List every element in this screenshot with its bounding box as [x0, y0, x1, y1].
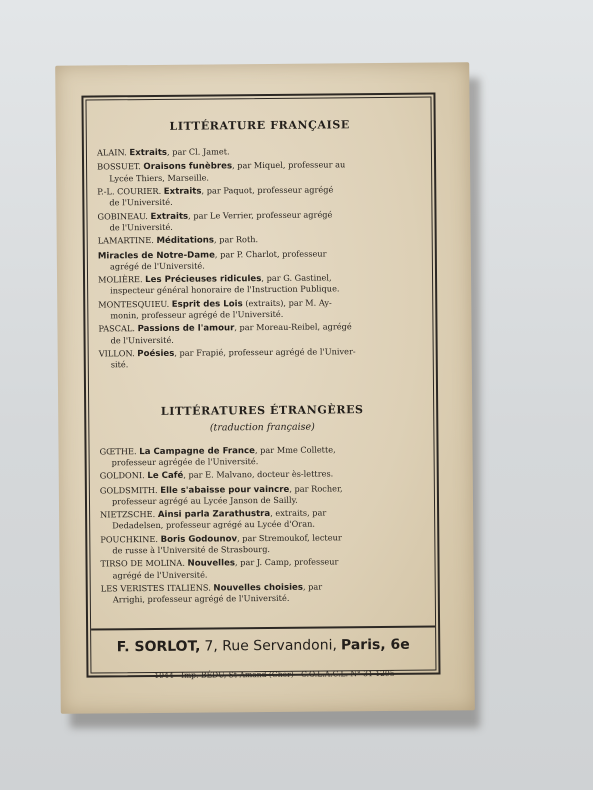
entry-author: P.-L. COURIER. — [97, 185, 162, 197]
entry-title: Ainsi parla Zarathustra — [157, 509, 271, 521]
entry-author: GOLDONI. — [99, 470, 145, 481]
entry-author: PASCAL. — [98, 323, 136, 334]
entry-author: GOBINEAU. — [97, 210, 148, 222]
catalog-entry — [98, 321, 424, 345]
publisher-address: 7, Rue Servandoni, — [204, 637, 338, 655]
entry-title: Les Précieuses ridicules — [145, 274, 262, 286]
entry-rest: , par Frapié, professeur agrégé de l'Univer- — [174, 346, 356, 358]
entry-continuation: professeur agrégée de l'Université. — [111, 455, 259, 468]
cover-frame — [81, 93, 440, 678]
entry-continuation: de russe à l'Université de Strasbourg. — [112, 543, 271, 556]
catalog-entry — [97, 159, 423, 183]
publisher-name: F. SORLOT, — [116, 638, 201, 656]
entry-continuation: Dedadelsen, professeur agrégé au Lycée d'Oran. — [112, 518, 315, 531]
entry-continuation: professeur agrégé au Lycée Janson de Sailly. — [111, 494, 298, 507]
entry-rest: , par Moreau-Reibel, agrégé — [234, 321, 352, 333]
entry-continuation: monin, professeur agrégé de l'Université. — [110, 308, 284, 321]
entry-title: Elle s'abaisse pour vaincre — [160, 484, 290, 496]
entry-continuation: de l'Université. — [109, 221, 173, 233]
entry-title: Extraits — [150, 211, 189, 222]
section-subtitle-etrangeres: (traduction française) — [209, 421, 315, 434]
printer-imprint: 1944 - Imp. BÉDU, St-Amand (Cher) - C.O.L.A.C.L. N° 31 1295 — [154, 668, 395, 680]
section-title-francaise: LITTÉRATURE FRANÇAISE — [169, 118, 350, 133]
entry-title: Extraits — [129, 147, 168, 159]
catalog-entry — [98, 272, 424, 296]
entry-author: GOLDSMITH. — [99, 484, 158, 495]
entry-rest: , par J. Camp, professeur — [234, 556, 339, 568]
entry-author: LES VERISTES ITALIENS. — [100, 582, 211, 594]
entry-continuation: agrégé de l'Université. — [112, 569, 208, 580]
catalog-entry — [98, 247, 424, 271]
entry-continuation: agrégé de l'Université. — [109, 260, 205, 272]
cover-frame-inner — [85, 97, 436, 674]
entry-rest: , par G. Gastinel, — [261, 272, 332, 284]
entry-title: Oraisons funèbres — [143, 161, 233, 173]
entry-rest: , par Cl. Jamet. — [166, 146, 230, 157]
catalog-entry — [97, 145, 423, 159]
entry-rest: , par Stremoukof, lecteur — [237, 532, 342, 543]
entry-continuation: sité. — [110, 359, 129, 370]
catalog-entry — [100, 507, 426, 531]
entry-continuation: de l'Université. — [110, 334, 174, 345]
entry-title: La Campagne de France — [139, 445, 255, 457]
entry-rest: , par Roth. — [213, 234, 259, 245]
entry-title: Esprit des Lois — [171, 298, 243, 310]
entry-author: GŒTHE. — [99, 445, 137, 456]
entries-etrangeres — [99, 443, 426, 605]
entry-author: POUCHKINE. — [100, 533, 158, 545]
entry-rest: (extraits), par M. Ay- — [242, 297, 332, 308]
entry-continuation: de l'Université. — [109, 196, 173, 208]
entry-title: Nouvelles choisies — [213, 582, 304, 594]
entry-author: VILLON. — [98, 348, 135, 359]
entry-rest: , par Rocher, — [289, 482, 343, 494]
entry-rest: , par Le Verrier, professeur agrégé — [188, 208, 333, 221]
entry-author: BOSSUET. — [97, 161, 141, 172]
entry-rest: , par Miquel, professeur au — [231, 159, 346, 171]
catalog-entry — [98, 296, 424, 320]
entry-continuation: Arrighi, professeur agrégé de l'Université. — [112, 592, 290, 605]
entry-title: Passions de l'amour — [137, 323, 235, 335]
entry-rest: , par E. Malvano, docteur ès-lettres. — [183, 468, 334, 480]
catalog-entry — [100, 468, 426, 482]
catalog-entry — [101, 580, 427, 604]
publisher-line — [91, 626, 435, 665]
entry-rest: , par Mme Collette, — [254, 443, 336, 455]
entry-title: Nouvelles — [187, 558, 236, 569]
entry-author: TIRSO DE MOLINA. — [100, 558, 185, 569]
entry-title: Poésies — [137, 348, 175, 360]
entry-author: LAMARTINE. — [97, 235, 154, 246]
section-title-etrangeres: LITTÉRATURES ÉTRANGÈRES — [160, 402, 364, 418]
catalog-entry — [97, 208, 423, 232]
entry-author: NIETZSCHE. — [100, 509, 156, 520]
catalog-entry — [100, 482, 426, 506]
entry-rest: , extraits, par — [270, 507, 327, 519]
entry-rest: , par — [302, 581, 323, 592]
entries-francaise — [97, 145, 425, 370]
publisher-city: Paris, 6e — [340, 636, 410, 654]
catalog-entry — [98, 233, 424, 247]
entry-author: MOLIÈRE. — [98, 274, 143, 285]
entry-rest: , par Paquot, professeur agrégé — [201, 184, 334, 196]
book-back-cover — [55, 62, 475, 714]
catalog-entry — [97, 184, 423, 208]
catalog-entry — [100, 531, 426, 555]
entry-continuation: inspecteur général honoraire de l'Instruction Publique. — [110, 283, 340, 296]
entry-author: MONTESQUIEU. — [98, 298, 170, 310]
catalog-entry — [99, 443, 425, 467]
catalog-content — [97, 112, 427, 608]
entry-rest: , par P. Charlot, professeur — [214, 248, 327, 259]
entry-title: Méditations — [156, 235, 215, 247]
entry-title: Boris Godounov — [160, 533, 238, 545]
entry-title: Miracles de Notre-Dame — [97, 249, 215, 262]
entry-continuation: Lycée Thiers, Marseille. — [109, 172, 210, 183]
entry-title: Le Café — [147, 470, 184, 482]
catalog-entry — [100, 556, 426, 580]
entry-title: Extraits — [163, 186, 202, 197]
catalog-entry — [99, 346, 425, 370]
entry-author: ALAIN. — [96, 147, 127, 158]
